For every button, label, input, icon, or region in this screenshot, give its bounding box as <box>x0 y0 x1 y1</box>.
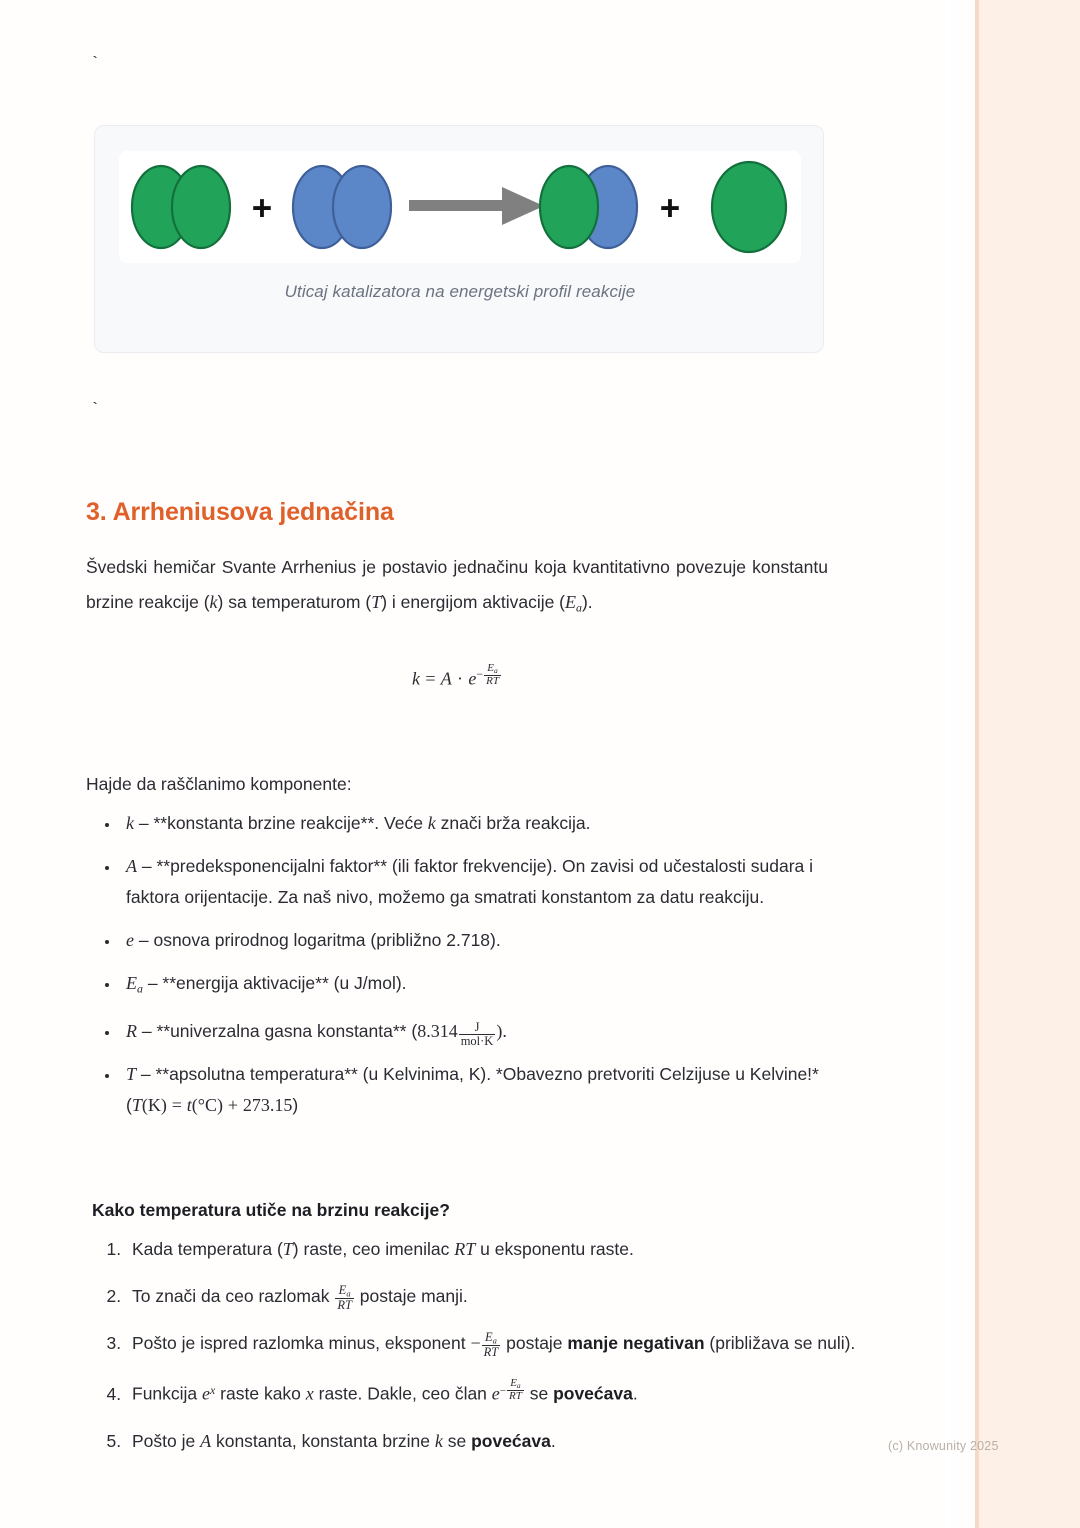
step-2-den: RT <box>337 1298 352 1313</box>
step-3-minus: − <box>470 1333 481 1354</box>
step-3-den: RT <box>483 1345 499 1360</box>
step-3 <box>126 1328 868 1359</box>
intro-text-4: ). <box>581 591 593 612</box>
symbol-T-inline: T <box>371 591 382 612</box>
step-4-fraction <box>507 1378 524 1402</box>
step-4-symbol-e-exp: x <box>210 1383 216 1398</box>
molecule-green-diatomic <box>132 166 230 248</box>
step-2-fraction <box>335 1284 354 1312</box>
bullet-T-text-a: – **apsolutna temperatura** (u Kelvinima, K). *Obavezno pretvoriti Celzijuse u Kelvine!* ( <box>126 1064 819 1116</box>
bullet-R-symbol: R <box>126 1021 137 1042</box>
kelvin-formula-plus: + <box>227 1095 238 1116</box>
bullet-R-unit-fraction <box>459 1021 496 1048</box>
equation-lhs: k <box>412 668 421 689</box>
component-bullet-list <box>86 808 862 1133</box>
step-4-text-b: raste kako <box>215 1383 306 1404</box>
step-3-num-sub: a <box>492 1335 497 1346</box>
step-5 <box>126 1426 868 1457</box>
plus-sign-1: + <box>251 189 273 228</box>
lead-in-text: Hajde da raščlanimo komponente: <box>86 773 352 794</box>
bullet-R-unit-num: J <box>459 1021 496 1035</box>
equation-num-sub: a <box>494 666 498 676</box>
intro-text-1: Švedski hemičar Svante Arrhenius je postavio jednačinu koja kvantitativno povezuje konstantu brzine reakcije ( <box>86 556 828 612</box>
equation-e: e <box>468 668 477 689</box>
bullet-T-text-b: ) <box>292 1095 299 1116</box>
temperature-effect-steps <box>92 1234 868 1473</box>
bullet-Ea-text: – **energija aktivacije** (u J/mol). <box>142 973 407 993</box>
bullet-R-value: 8.314 <box>417 1021 458 1042</box>
step-3-text-c: (približava se nuli). <box>704 1333 856 1354</box>
step-3-text-b: postaje <box>501 1333 568 1354</box>
intro-paragraph <box>86 550 828 625</box>
step-2-text-a: To znači da ceo razlomak <box>132 1286 335 1306</box>
step-4-num: E <box>510 1377 517 1390</box>
kelvin-formula-C: (°C) <box>191 1095 223 1116</box>
step-3-fraction <box>482 1331 501 1359</box>
step-5-bold: povećava <box>471 1430 551 1451</box>
step-2 <box>126 1281 868 1312</box>
step-4-minus: − <box>499 1385 506 1398</box>
molecule-green-monatomic <box>712 162 786 252</box>
step-4-num-sub: a <box>516 1381 521 1391</box>
right-arrow-icon <box>409 187 544 225</box>
step-4-bold: povećava <box>553 1383 633 1404</box>
bullet-T <box>120 1059 862 1121</box>
equation-A: A <box>440 668 452 689</box>
step-3-num: E <box>485 1330 493 1345</box>
equation-equals: = <box>425 668 436 689</box>
step-5-text-d: . <box>550 1430 556 1451</box>
bullet-e <box>120 925 862 956</box>
bullet-e-symbol: e <box>126 930 134 950</box>
step-1 <box>126 1234 868 1265</box>
equation-minus: − <box>476 667 484 682</box>
step-4-text-a: Funkcija <box>132 1383 203 1404</box>
step-2-num-sub: a <box>346 1288 351 1299</box>
symbol-k-inline: k <box>209 591 218 612</box>
step-5-symbol-k: k <box>434 1430 443 1451</box>
arrhenius-equation <box>86 663 828 690</box>
step-4-text-d: se <box>524 1383 554 1404</box>
step-5-text-c: se <box>442 1430 472 1451</box>
bullet-R-text-b: ). <box>496 1021 507 1042</box>
intro-text-2: ) sa temperaturom ( <box>217 591 372 612</box>
kelvin-formula-offset: 273.15 <box>242 1095 293 1116</box>
step-4-symbol-e2: e <box>491 1383 500 1404</box>
step-5-text-a: Pošto je <box>132 1430 201 1451</box>
reaction-diagram-canvas <box>119 151 801 263</box>
bullet-e-text: – osnova prirodnog logaritma (približno 2.718). <box>134 930 501 950</box>
bullet-k-symbol: k <box>126 813 134 833</box>
step-4-text-c: raste. Dakle, ceo član <box>313 1383 492 1404</box>
step-2-num: E <box>338 1283 347 1298</box>
copyright-watermark: (c) Knowunity 2025 <box>888 1439 999 1453</box>
step-3-bold: manje negativan <box>567 1333 705 1354</box>
step-3-text-a: Pošto je ispred razlomka minus, eksponent <box>132 1333 471 1354</box>
bullet-R-unit-den: mol·K <box>460 1033 494 1048</box>
bullet-T-symbol: T <box>126 1064 137 1085</box>
bullet-k <box>120 808 862 839</box>
right-strip-fade <box>945 0 975 1528</box>
equation-exponent-fraction <box>484 663 501 687</box>
reaction-diagram-svg <box>119 151 801 263</box>
step-5-text-b: konstanta, konstanta brzine <box>211 1430 435 1451</box>
bullet-A-text: – **predeksponencijalni faktor** (ili faktor frekvencije). On zavisi od učestalosti sudara i faktora orijentacije. Za naš nivo, možemo ga smatrati konstantom za datu reakciju. <box>126 856 814 907</box>
step-1-text-a: Kada temperatura ( <box>132 1239 283 1259</box>
intro-text-3: ) i energijom aktivacije ( <box>381 591 566 612</box>
stray-backtick-top: ` <box>90 55 101 74</box>
step-1-symbol-T: T <box>282 1239 293 1259</box>
bullet-Ea <box>120 968 862 1004</box>
bullet-Ea-symbol: E <box>126 973 137 993</box>
step-4-symbol-x: x <box>305 1383 314 1404</box>
bullet-k-text-b: znači brža reakcija. <box>435 813 591 833</box>
equation-dot: · <box>457 668 464 689</box>
sub-heading: Kako temperatura utiče na brzinu reakcije? <box>92 1199 450 1220</box>
step-5-symbol-A: A <box>200 1430 212 1451</box>
figure-caption: Uticaj katalizatora na energetski profil reakcije <box>284 282 636 301</box>
kelvin-formula-equals: = <box>171 1095 182 1116</box>
step-1-text-c: u eksponentu raste. <box>475 1239 634 1259</box>
step-1-text-b: ) raste, ceo imenilac <box>292 1239 455 1259</box>
symbol-E-subscript: a <box>576 599 582 614</box>
kelvin-formula-T: T <box>131 1095 142 1116</box>
bullet-R <box>120 1016 862 1047</box>
bullet-A-symbol: A <box>126 856 137 876</box>
bullet-k-text-a: – **konstanta brzine reakcije**. Veće <box>134 813 428 833</box>
right-decorative-strip <box>975 0 1080 1528</box>
bullet-k-symbol-2: k <box>427 813 436 833</box>
bullet-Ea-subscript: a <box>137 981 143 996</box>
bullet-A <box>120 851 862 913</box>
step-4-den: RT <box>509 1390 522 1403</box>
equation-den-RT: RT <box>486 674 499 687</box>
step-4-symbol-e: e <box>202 1383 211 1404</box>
plus-sign-2: + <box>659 189 681 228</box>
molecule-green-blue-diatomic <box>540 166 637 248</box>
step-4 <box>126 1375 868 1410</box>
kelvin-formula-t: t <box>186 1095 192 1116</box>
kelvin-formula-K: (K) <box>141 1095 167 1116</box>
step-4-text-e: . <box>632 1383 638 1404</box>
section-heading: 3. Arrheniusova jednačina <box>86 497 394 526</box>
symbol-E-inline: E <box>565 591 577 612</box>
molecule-blue-diatomic <box>293 166 391 248</box>
stray-backtick-middle: ` <box>90 401 101 420</box>
equation-num-E: E <box>487 662 495 674</box>
step-2-text-b: postaje manji. <box>354 1286 468 1306</box>
reaction-figure-card <box>94 125 824 353</box>
bullet-R-text-a: – **univerzalna gasna konstanta** ( <box>137 1021 418 1042</box>
step-1-symbol-RT: RT <box>454 1239 476 1259</box>
